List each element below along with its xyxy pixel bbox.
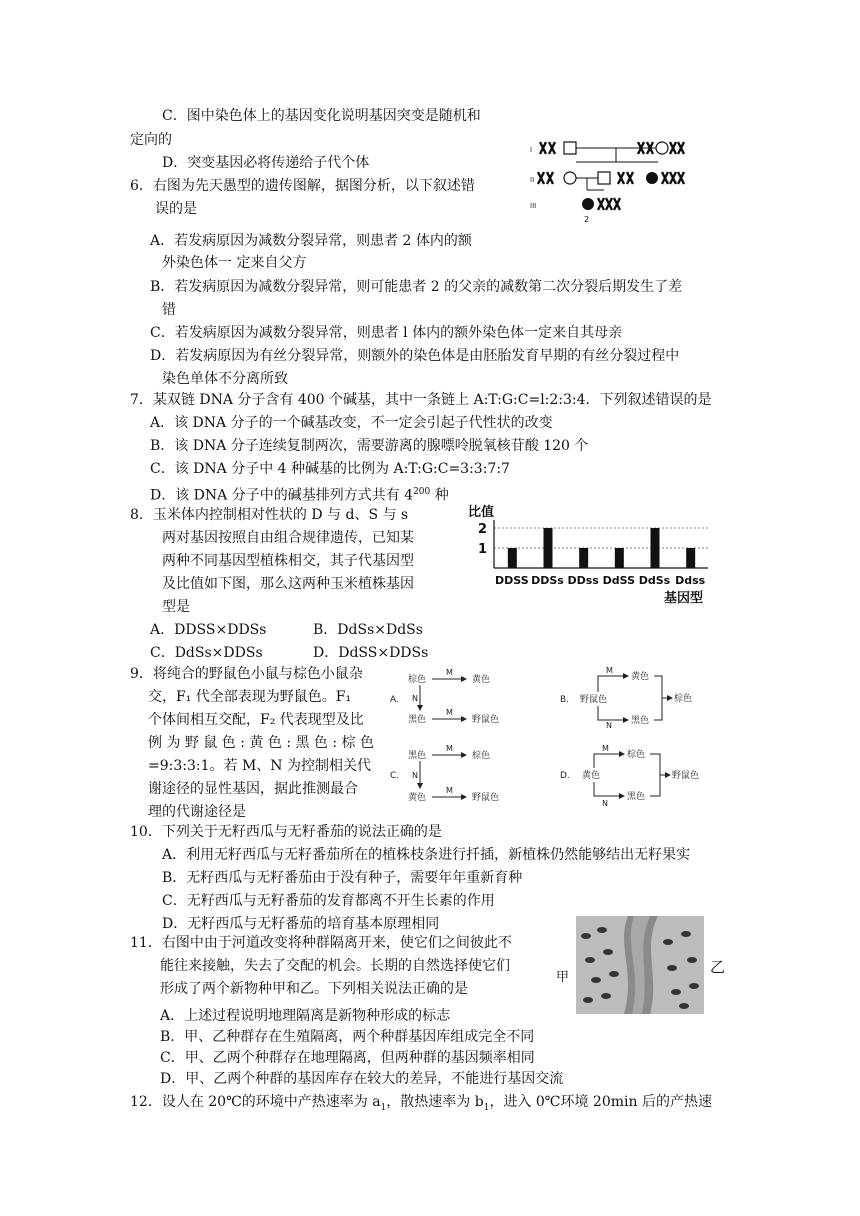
q6-option-b-line1: B．若发病原因为减数分裂异常，则可能患者 2 的父亲的减数第二次分裂后期发生了差: [150, 279, 683, 295]
q6-stem-line2: 误的是: [155, 201, 197, 217]
q8-stem-line1: 8．玉米体内控制相对性状的 D 与 d、S 与 s: [130, 507, 409, 523]
svg-text:黑色: 黑色: [627, 792, 646, 802]
chart-bar-DdSS: [615, 548, 624, 568]
svg-text:棕色: 棕色: [472, 751, 491, 761]
q6-option-d-line2: 染色单体不分离所致: [162, 371, 288, 387]
q7-option-d: [150, 482, 449, 506]
q5-option-c-line1: C．图中染色体上的基因变化说明基因突变是随机和: [162, 108, 481, 124]
pathway-option-d: [560, 744, 699, 808]
gen-label-2: II: [530, 176, 535, 184]
svg-text:棕色: 棕色: [408, 675, 427, 685]
q11-option-b: B．甲、乙种群存在生殖隔离，两个种群基因库组成完全不同: [160, 1029, 535, 1045]
q11-option-a: A．上述过程说明地理隔离是新物种形成的标志: [160, 1008, 451, 1024]
chart-xtick-label: DdSs: [638, 574, 671, 587]
river-isolation-figure: [556, 916, 728, 1016]
q11-stem-line3: 形成了两个新物种甲和乙。下列相关说法正确的是: [160, 981, 468, 997]
svg-text:M: M: [606, 666, 613, 675]
q6-option-a-line1: A．若发病原因为减数分裂异常，则患者 2 体内的额: [150, 233, 472, 249]
q8-option-a: A．DDSS×DDSs: [150, 622, 267, 638]
chart-xlabel: 基因型: [664, 591, 704, 606]
q12-text-3: ，进入 0℃环境 20min 后的产热速: [489, 1094, 712, 1110]
q5-option-d: D．突变基因必将传递给子代个体: [162, 155, 370, 171]
svg-text:M: M: [446, 668, 453, 677]
q6-option-b-line2: 错: [162, 302, 176, 318]
svg-text:野鼠色: 野鼠色: [672, 771, 700, 781]
chart-ylabel: 比值: [468, 505, 495, 520]
q9-stem-line7: 理的代谢途径是: [148, 804, 246, 820]
svg-text:野鼠色: 野鼠色: [472, 715, 500, 725]
q11-option-d: D．甲、乙两个种群的基因库存在较大的差异，不能进行基因交流: [160, 1071, 564, 1087]
chart-bar-DdSs: [651, 528, 660, 568]
q9-stem-line5: =9:3:3:1。若 M、N 为控制相关代: [148, 758, 371, 774]
q10-option-b: B．无籽西瓜与无籽番茄由于没有种子，需要年年重新育种: [162, 870, 523, 886]
q7-option-a: A．该 DNA 分子的一个碱基改变，不一定会引起子代性状的改变: [150, 415, 553, 431]
chart-xtick-label: DDSS: [495, 574, 529, 587]
q9-stem-line4: 例 为 野 鼠 色 : 黄 色 : 黑 色 : 棕 色: [148, 735, 375, 751]
q11-stem-line1: 11．右图中由于河道改变将种群隔离开来，使它们之间彼此不: [130, 935, 512, 951]
svg-text:黑色: 黑色: [408, 715, 427, 725]
genotype-ratio-chart: [458, 502, 718, 606]
q6-stem-line1: 6．右图为先天愚型的遗传图解，据图分析，以下叙述错: [130, 178, 475, 194]
q11-option-c: C．甲、乙两个种群存在地理隔离，但两种群的基因频率相同: [160, 1050, 535, 1066]
pathway-options-figure: [388, 664, 708, 812]
pathway-option-c: [390, 744, 499, 803]
svg-text:M: M: [602, 744, 609, 753]
river-photo: [576, 916, 704, 1014]
svg-text:M: M: [446, 744, 453, 753]
chart-bar-DDss: [579, 548, 588, 568]
svg-text:黄色: 黄色: [631, 672, 650, 682]
svg-text:棕色: 棕色: [627, 750, 646, 760]
svg-text:N: N: [412, 771, 418, 780]
q12-sub-1: 1: [380, 1102, 387, 1113]
q7-option-d-exponent: 200: [413, 487, 431, 497]
svg-text:C.: C.: [390, 771, 400, 781]
q12-sub-2: 1: [483, 1102, 490, 1113]
q10-option-c: C．无籽西瓜与无籽番茄的发育都离不开生长素的作用: [162, 893, 495, 909]
q8-option-c: C．DdSs×DDSs: [150, 645, 263, 661]
chart-xtick-label: Ddss: [675, 574, 706, 587]
species-jia-label: 甲: [556, 970, 570, 985]
q9-stem-line6: 谢途径的显性基因，据此推测最合: [148, 781, 358, 797]
svg-text:野鼠色: 野鼠色: [580, 695, 608, 705]
svg-text:野鼠色: 野鼠色: [472, 793, 500, 803]
chart-bar-Ddss: [686, 548, 695, 568]
q7-stem: 7．某双链 DNA 分子含有 400 个碱基，其中一条链上 A:T:G:C=l:2:3:4．下列叙述错误的是: [130, 392, 712, 408]
gen-label-1: I: [530, 146, 533, 154]
q10-option-a: A．利用无籽西瓜与无籽番茄所在的植株枝条进行扦插，新植株仍然能够结出无籽果实: [162, 847, 691, 863]
svg-text:B.: B.: [560, 695, 570, 705]
q7-option-d-suffix: 种: [430, 487, 449, 504]
gen-label-3: III: [530, 202, 537, 210]
q8-option-b: B．DdSs×DdSs: [313, 622, 423, 638]
svg-text:黄色: 黄色: [582, 771, 601, 781]
pedigree-figure: [528, 132, 708, 224]
svg-text:M: M: [446, 708, 453, 717]
svg-text:N: N: [602, 799, 608, 808]
q6-option-c: C．若发病原因为减数分裂异常，则患者 l 体内的额外染色体一定来自其母亲: [150, 325, 623, 341]
svg-text:黑色: 黑色: [631, 716, 650, 726]
q6-option-d-line1: D．若发病原因为有丝分裂异常，则额外的染色体是由胚胎发育早期的有丝分裂过程中: [150, 348, 680, 364]
q5-option-c-line2: 定向的: [130, 132, 172, 148]
q8-stem-line2: 两对基因按照自由组合规律遗传，已知某: [162, 530, 414, 546]
svg-text:黄色: 黄色: [472, 675, 491, 685]
chart-xtick-label: DDss: [567, 574, 599, 587]
q12-stem: [130, 1092, 712, 1118]
q9-stem-line3: 个体间相互交配，F₂ 代表现型及比: [148, 712, 364, 728]
q10-stem: 10．下列关于无籽西瓜与无籽番茄的说法正确的是: [130, 824, 442, 840]
chart-bar-DDSS: [508, 548, 517, 568]
species-yi-label: 乙: [710, 958, 726, 976]
chart-xtick-label: DdSS: [602, 574, 636, 587]
q12-text-2: ，散热速率为 b: [386, 1094, 484, 1110]
q8-stem-line3: 两种不同基因型植株相交，其子代基因型: [162, 553, 414, 569]
q7-option-c: C．该 DNA 分子中 4 种碱基的比例为 A:T:G:C=3:3:7:7: [150, 461, 510, 477]
chart-ytick-label: 1: [478, 542, 488, 557]
q7-option-b: B．该 DNA 分子连续复制两次，需要游离的腺嘌呤脱氧核苷酸 120 个: [150, 438, 589, 454]
q9-stem-line1: 9．将纯合的野鼠色小鼠与棕色小鼠杂: [130, 666, 363, 682]
q12-text-1: 12．设人在 20℃的环境中产热速率为 a: [130, 1094, 381, 1110]
pathway-option-b: [560, 666, 692, 730]
pedigree-child-number: 2: [584, 215, 590, 224]
svg-text:棕色: 棕色: [674, 694, 693, 704]
q8-option-d: D．DdSS×DDSs: [313, 645, 429, 661]
svg-text:M: M: [446, 786, 453, 795]
svg-text:A.: A.: [390, 695, 399, 705]
chart-xtick-label: DDSs: [531, 574, 564, 587]
svg-text:N: N: [412, 694, 418, 703]
svg-text:黑色: 黑色: [408, 751, 427, 761]
q11-stem-line2: 能往来接触，失去了交配的机会。长期的自然选择使它们: [160, 958, 510, 974]
q8-stem-line4: 及比值如下图，那么这两种玉米植株基因: [162, 576, 414, 592]
q8-stem-line5: 型是: [162, 599, 190, 615]
q6-option-a-line2: 外染色体一 定来自父方: [162, 255, 307, 271]
chart-bar-DDSs: [544, 528, 553, 568]
q10-option-d: D．无籽西瓜与无籽番茄的培育基本原理相同: [162, 916, 440, 932]
chart-ytick-label: 2: [478, 522, 488, 537]
q9-stem-line2: 交，F₁ 代全部表现为野鼠色。F₁: [148, 689, 352, 705]
svg-text:D.: D.: [560, 771, 570, 781]
q7-option-d-text: D．该 DNA 分子中的碱基排列方式共有 4: [150, 487, 414, 504]
svg-text:N: N: [606, 721, 612, 730]
svg-text:黄色: 黄色: [408, 793, 427, 803]
pathway-option-a: [390, 668, 499, 725]
